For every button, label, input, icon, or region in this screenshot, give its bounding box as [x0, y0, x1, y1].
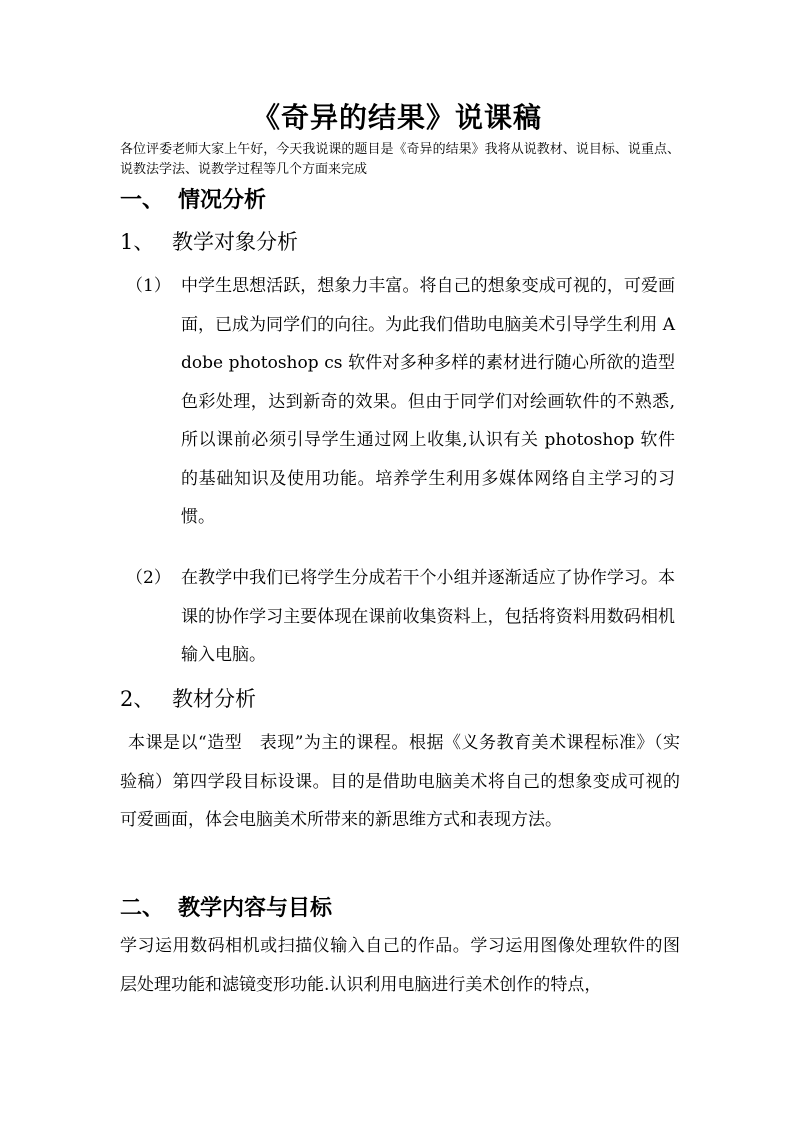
section-number: 一、: [120, 187, 165, 213]
subsection-title: 教材分析: [172, 687, 256, 711]
item-text-1: 中学生思想活跃，想象力丰富。将自己的想象变成可视的，可爱画面，已成为同学们的向往。为此我们借助电脑美术引导学生利用 A dobe photoshop cs 软件对多种多样的素材进行随心所欲的造型色彩处理，达到新奇的效果。但由于同学们对绘画软件的不熟悉,所以课前必须引导学生通过网上收集,认识有关 photoshop 软件的基础知识及使用功能。培养学生利用多媒体网络自主学习的习惯。: [181, 276, 675, 527]
item-label-1: （1）: [126, 276, 171, 296]
subsection-title: 教学对象分析: [172, 230, 298, 254]
section-heading-2: [120, 893, 332, 923]
subsection-number: 1、: [120, 230, 155, 254]
subsection-number: 2、: [120, 687, 155, 711]
section-title: 教学内容与目标: [178, 895, 333, 921]
item-label-2: （2）: [126, 568, 171, 588]
section-heading-1: [120, 185, 266, 215]
subsection-heading-2: [120, 684, 256, 714]
intro-paragraph: 各位评委老师大家上午好，今天我说课的题目是《奇异的结果》我将从说教材、说目标、说重点、说教法学法、说教学过程等几个方面来完成: [120, 142, 680, 177]
item-text-2: 在教学中我们已将学生分成若干个小组并逐渐适应了协作学习。本课的协作学习主要体现在课前收集资料上，包括将资料用数码相机输入电脑。: [181, 568, 675, 665]
section-number: 二、: [120, 895, 165, 921]
subsection-heading-1: [120, 227, 298, 257]
document-title: 《奇异的结果》说课稿: [251, 101, 542, 134]
content-goals-paragraph: 学习运用数码相机或扫描仪输入自己的作品。学习运用图像处理软件的图层处理功能和滤镜变形功能.认识利用电脑进行美术创作的特点，: [120, 936, 680, 995]
materials-analysis-paragraph: 本课是以“造型 表现”为主的课程。根据《义务教育美术课程标准》（实验稿）第四学段目标设课。目的是借助电脑美术将自己的想象变成可视的可爱画面，体会电脑美术所带来的新思维方式和表现方法。: [120, 733, 680, 830]
section-title: 情况分析: [178, 187, 267, 213]
